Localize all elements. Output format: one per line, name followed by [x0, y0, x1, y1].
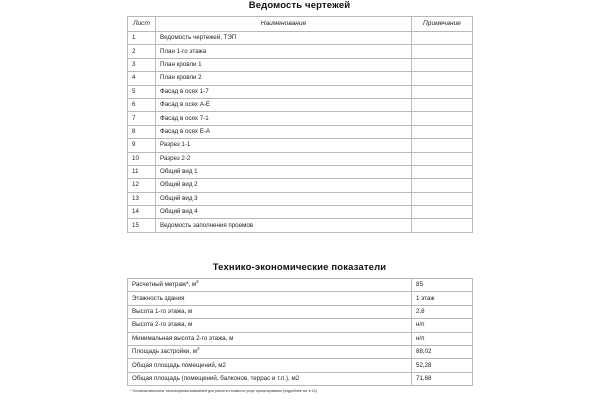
- cell-sheet-number: 11: [128, 165, 156, 178]
- cell-note: [412, 192, 473, 205]
- cell-drawing-name: План 1-го этажа: [156, 45, 412, 58]
- cell-parameter-value: 2,8: [412, 305, 473, 318]
- teps-table: [127, 278, 473, 386]
- table-row: [128, 85, 473, 98]
- cell-parameter-name: [128, 345, 412, 358]
- cell-drawing-name: Фасад в осях А-Е: [156, 98, 412, 111]
- cell-note: [412, 179, 473, 192]
- cell-note: [412, 58, 473, 71]
- cell-note: [412, 165, 473, 178]
- cell-parameter-name: [128, 332, 412, 345]
- cell-note: [412, 112, 473, 125]
- cell-parameter-value: 52,28: [412, 359, 473, 372]
- teps-section: [127, 262, 472, 394]
- table-row: [128, 98, 473, 111]
- cell-note: [412, 219, 473, 232]
- drawings-table-title: Ведомость чертежей: [248, 0, 351, 11]
- cell-sheet-number: 14: [128, 206, 156, 219]
- drawings-table: [127, 16, 473, 233]
- table-row: [128, 219, 473, 232]
- table-row: [128, 112, 473, 125]
- column-header-note: Примечание: [412, 17, 473, 32]
- cell-parameter-value: 71,68: [412, 372, 473, 385]
- cell-parameter-value: н/п: [412, 319, 473, 332]
- table-row: [128, 279, 473, 292]
- drawings-table-body: [128, 32, 473, 233]
- cell-parameter-name: [128, 319, 412, 332]
- cell-drawing-name: Ведомость заполнения проемов: [156, 219, 412, 232]
- cell-sheet-number: 15: [128, 219, 156, 232]
- table-row: [128, 72, 473, 85]
- teps-table-title: Технико-экономические показатели: [212, 262, 387, 273]
- cell-parameter-name: [128, 305, 412, 318]
- parameter-label: Расчетный метраж*, м: [132, 281, 197, 289]
- cell-drawing-name: Общий вид 4: [156, 206, 412, 219]
- cell-sheet-number: 10: [128, 152, 156, 165]
- cell-drawing-name: Общий вид 3: [156, 192, 412, 205]
- cell-sheet-number: 1: [128, 32, 156, 45]
- table-row: [128, 58, 473, 71]
- cell-drawing-name: Разрез 1-1: [156, 139, 412, 152]
- unit-superscript: 2: [197, 346, 200, 352]
- table-row: [128, 345, 473, 358]
- table-row: [128, 319, 473, 332]
- cell-note: [412, 98, 473, 111]
- table-row: [128, 139, 473, 152]
- cell-parameter-value: 88,02: [412, 345, 473, 358]
- cell-drawing-name: План кровли 1: [156, 58, 412, 71]
- cell-drawing-name: Фасад в осях 7-1: [156, 112, 412, 125]
- parameter-label: Общая площадь помещений, м2: [132, 361, 226, 369]
- table-row: [128, 179, 473, 192]
- table-row: [128, 305, 473, 318]
- parameter-label: Этажность здания: [132, 294, 185, 302]
- drawings-register-section: [127, 0, 472, 233]
- table-row: [128, 45, 473, 58]
- cell-note: [412, 139, 473, 152]
- cell-parameter-name: [128, 279, 412, 292]
- cell-sheet-number: 9: [128, 139, 156, 152]
- table-row: [128, 206, 473, 219]
- cell-parameter-value: 1 этаж: [412, 292, 473, 305]
- parameter-label: Высота 1-го этажа, м: [132, 307, 193, 315]
- teps-footnote: * Условная величина, используемая компанией для расчета стоимости услуг проектирования (подробнее см. в 13): [130, 388, 317, 393]
- cell-sheet-number: 3: [128, 58, 156, 71]
- table-row: [128, 32, 473, 45]
- cell-note: [412, 72, 473, 85]
- cell-parameter-name: [128, 292, 412, 305]
- table-row: [128, 165, 473, 178]
- table-row: [128, 332, 473, 345]
- cell-sheet-number: 6: [128, 98, 156, 111]
- table-row: [128, 125, 473, 138]
- table-header-row: [128, 17, 473, 32]
- drawings-table-header: [128, 17, 473, 32]
- cell-note: [412, 45, 473, 58]
- cell-sheet-number: 13: [128, 192, 156, 205]
- table-row: [128, 152, 473, 165]
- parameter-label: Площадь застройки, м: [132, 348, 198, 356]
- unit-superscript: 2: [196, 279, 199, 285]
- cell-sheet-number: 4: [128, 72, 156, 85]
- cell-note: [412, 206, 473, 219]
- cell-parameter-value: 85: [412, 279, 473, 292]
- cell-sheet-number: 12: [128, 179, 156, 192]
- cell-sheet-number: 2: [128, 45, 156, 58]
- parameter-label: Общая площадь (помещений, балконов, террас и т.п.), м2: [132, 374, 300, 382]
- cell-drawing-name: Фасад в осях 1-7: [156, 85, 412, 98]
- parameter-label: Минимальная высота 2-го этажа, м: [132, 334, 234, 342]
- table-row: [128, 292, 473, 305]
- cell-drawing-name: Ведомость чертежей, ТЭП: [156, 32, 412, 45]
- cell-drawing-name: Общий вид 2: [156, 179, 412, 192]
- table-row: [128, 372, 473, 385]
- column-header-name: Наименование: [156, 17, 412, 32]
- cell-parameter-name: [128, 372, 412, 385]
- cell-drawing-name: Общий вид 1: [156, 165, 412, 178]
- cell-drawing-name: Фасад в осях Е-А: [156, 125, 412, 138]
- cell-note: [412, 32, 473, 45]
- cell-sheet-number: 8: [128, 125, 156, 138]
- cell-note: [412, 125, 473, 138]
- cell-note: [412, 152, 473, 165]
- cell-parameter-value: н/п: [412, 332, 473, 345]
- cell-drawing-name: Разрез 2-2: [156, 152, 412, 165]
- cell-sheet-number: 5: [128, 85, 156, 98]
- parameter-label: Высота 2-го этажа, м: [132, 321, 193, 329]
- cell-sheet-number: 7: [128, 112, 156, 125]
- teps-table-body: [128, 279, 473, 386]
- cell-parameter-name: [128, 359, 412, 372]
- cell-drawing-name: План кровли 2: [156, 72, 412, 85]
- column-header-sheet: Лист: [128, 17, 156, 32]
- table-row: [128, 359, 473, 372]
- table-row: [128, 192, 473, 205]
- cell-note: [412, 85, 473, 98]
